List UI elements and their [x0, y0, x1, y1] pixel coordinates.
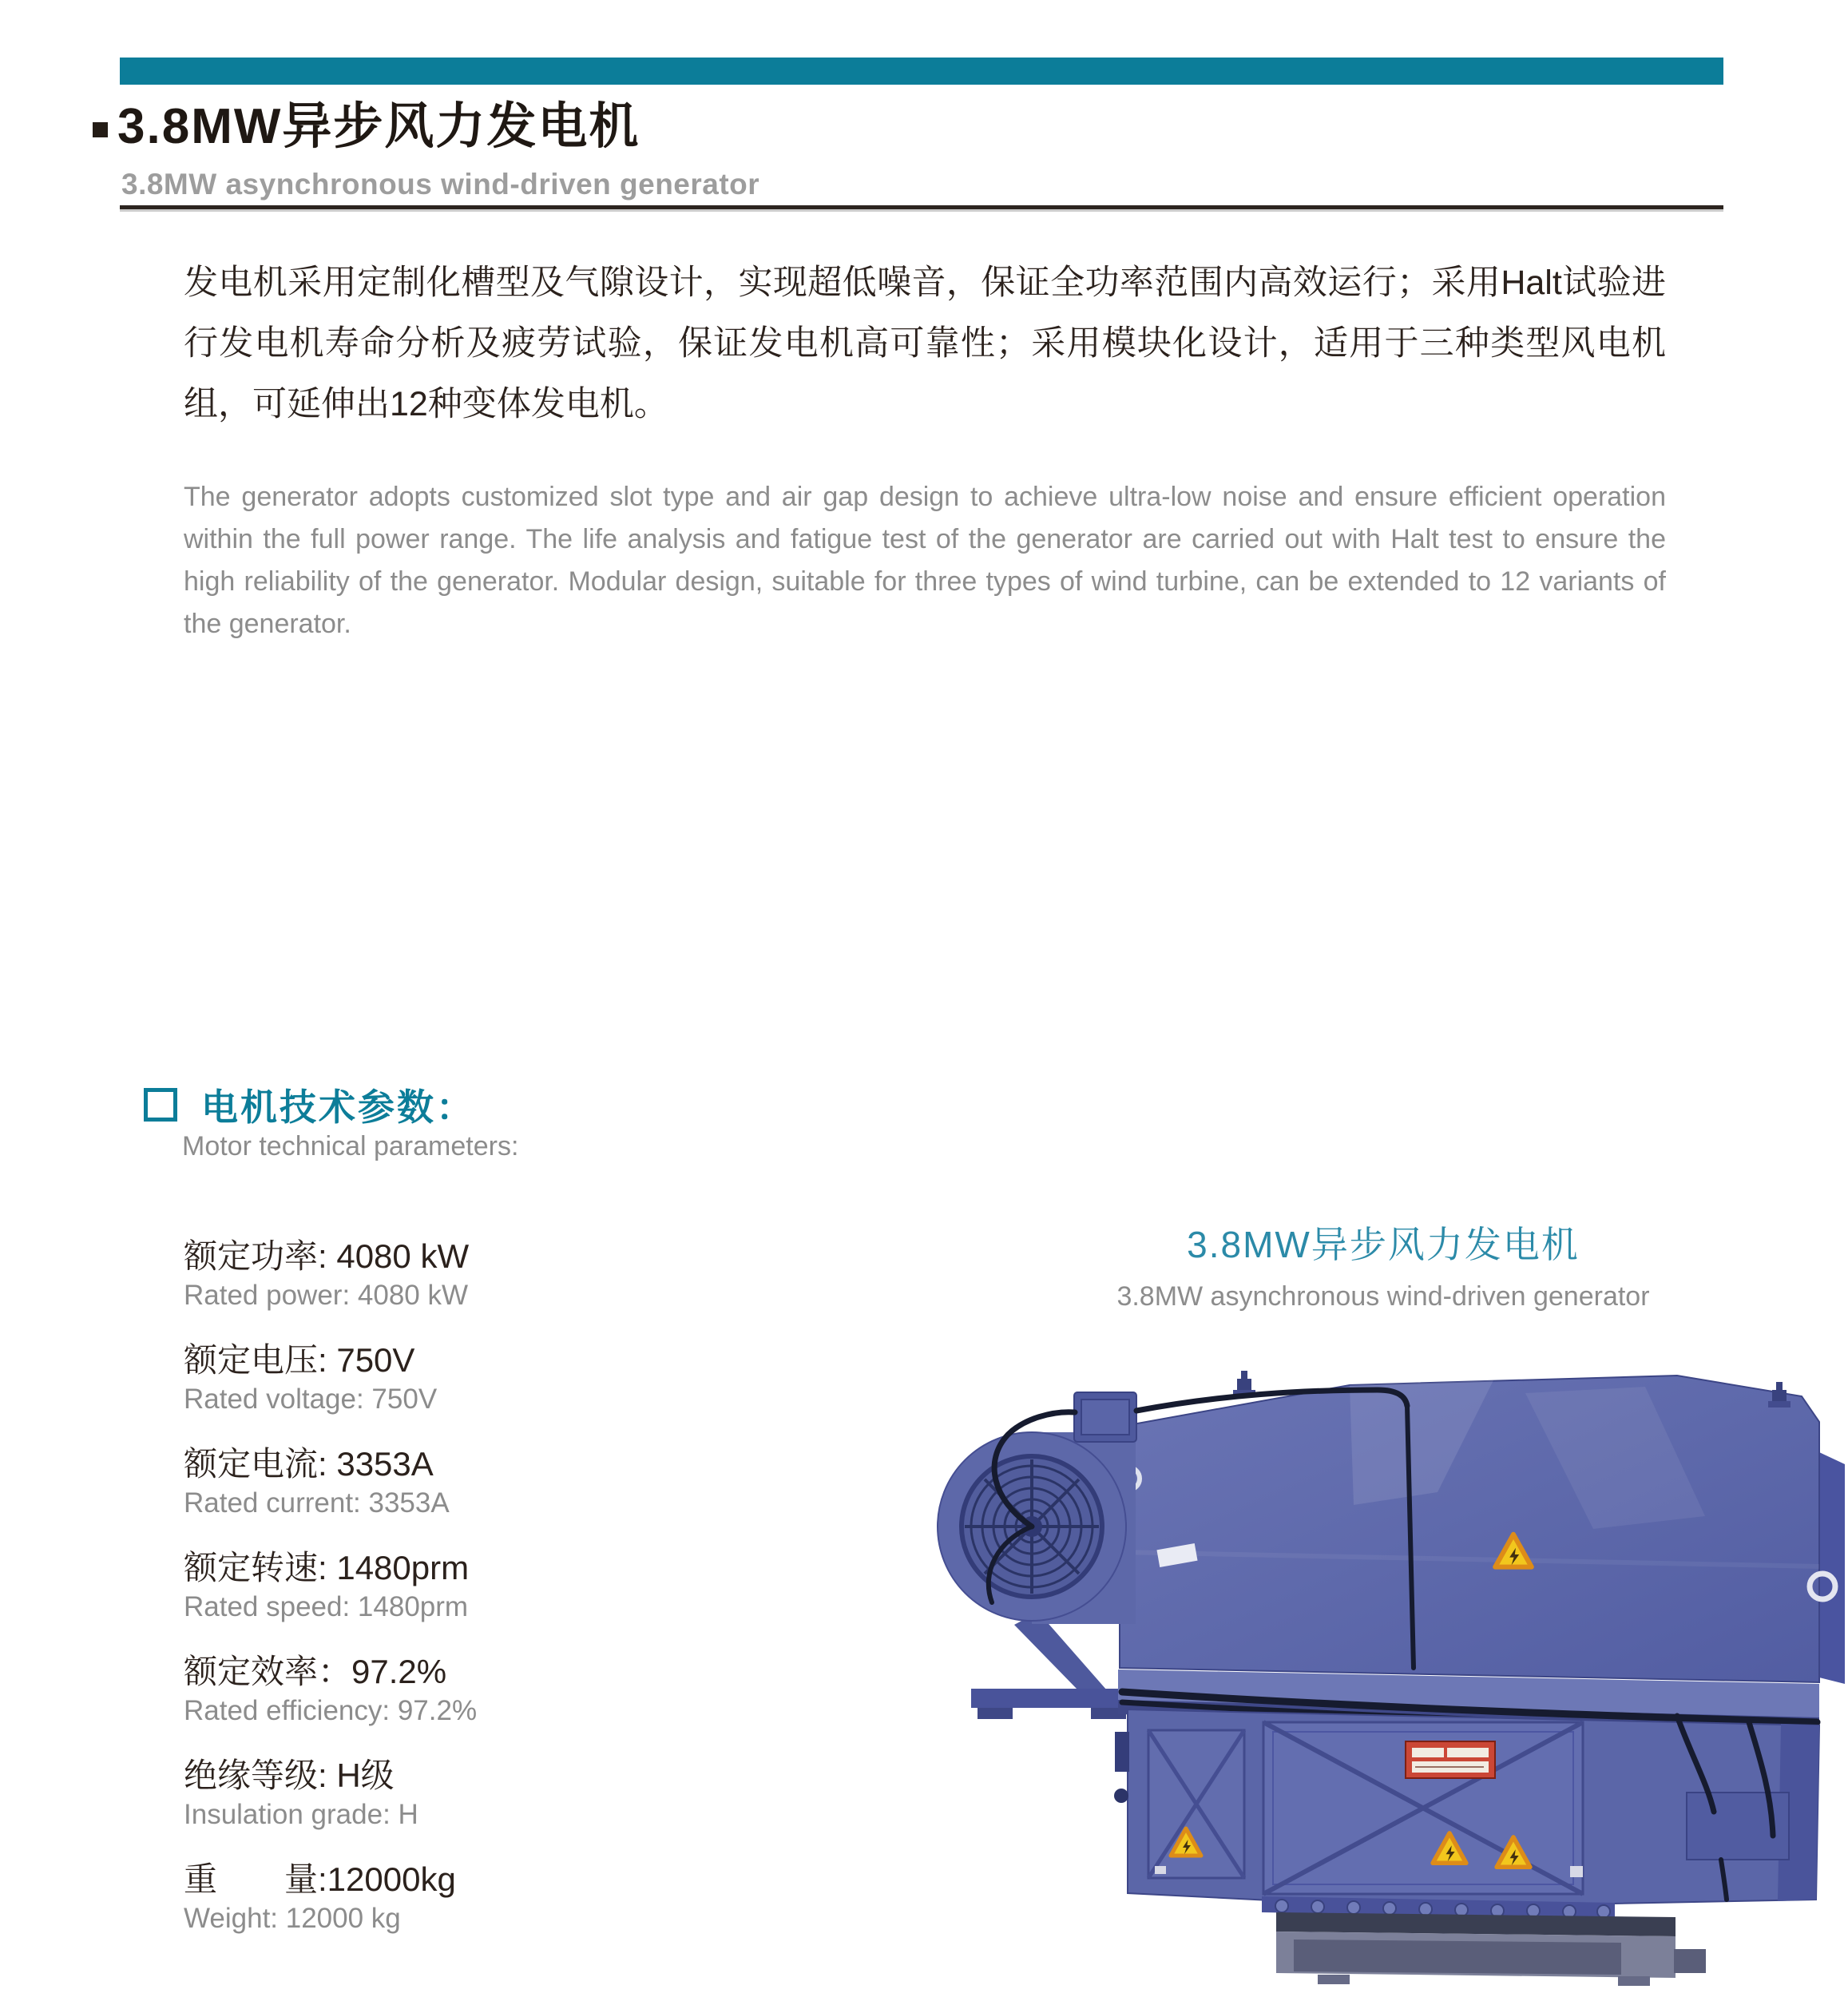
section-square-icon: [144, 1088, 177, 1122]
page-title: 3.8MW异步风力发电机: [117, 99, 640, 154]
spec-item-rated-efficiency: [184, 1652, 477, 1729]
header-divider: [120, 205, 1723, 212]
spec-label-en: Rated speed: 1480prm: [184, 1591, 469, 1622]
spec-label-en: Weight: 12000 kg: [184, 1903, 401, 1934]
spec-label-zh: 额定功率: 4080 kW: [184, 1237, 470, 1275]
spec-label-zh: 额定电压: 750V: [184, 1341, 415, 1379]
top-accent-bar: [120, 58, 1723, 85]
fan-foot: [978, 1708, 1013, 1719]
generator-illustration: [918, 1348, 1848, 1991]
spec-item-insulation-grade: [184, 1756, 477, 1832]
spec-label-en: Insulation grade: H: [184, 1799, 418, 1830]
spec-item-rated-current: [184, 1444, 477, 1521]
spec-label-en: Rated efficiency: 97.2%: [184, 1695, 478, 1726]
spec-label-en: Rated power: 4080 kW: [184, 1280, 469, 1311]
section-heading-row: [144, 1078, 475, 1131]
base-plinth: [1276, 1912, 1706, 1986]
spec-item-rated-speed: [184, 1548, 477, 1625]
red-warning-label: [1406, 1741, 1495, 1778]
intro-paragraph-zh: 发电机采用定制化槽型及气隙设计，实现超低噪音，保证全功率范围内高效运行；采用Halt试验进行发电机寿命分析及疲劳试验，保证发电机高可靠性；采用模块化设计，适用于三种类型风电机组，可延伸出12种变体发电机。: [184, 264, 1666, 423]
spec-item-rated-voltage: [184, 1340, 477, 1417]
spec-list: [184, 1237, 477, 1963]
upper-housing: [1120, 1376, 1819, 1682]
spec-label-zh: 重 量:12000kg: [184, 1860, 456, 1898]
product-caption-zh: 3.8MW异步风力发电机: [1187, 1224, 1580, 1265]
access-panel-left: [1148, 1730, 1244, 1878]
base-foot: [1318, 1975, 1350, 1984]
spec-label-en: Rated voltage: 750V: [184, 1384, 438, 1415]
intro-paragraph-en: The generator adopts customized slot type and air gap design to achieve ultra-low noise and ensure efficient operation within the full power range. The life analysis and fatigue test of the generator are carried out with Halt test to ensure the high reliability of the generator. Modular design, suitable for three types of wind turbine, can be extended to 12 variants of the generator.: [184, 482, 1666, 639]
cooling-fan: [938, 1392, 1136, 1719]
spec-item-rated-power: [184, 1237, 477, 1313]
base-foot: [1674, 1949, 1706, 1973]
base-foot: [1618, 1976, 1650, 1986]
section-heading-zh: 电机技术参数：: [201, 1086, 475, 1128]
spec-item-weight: [184, 1860, 477, 1936]
page-subtitle: 3.8MW asynchronous wind-driven generator: [121, 168, 760, 201]
bullet-square-icon: [93, 122, 108, 137]
product-caption-en: 3.8MW asynchronous wind-driven generator: [1116, 1281, 1650, 1312]
spec-label-zh: 绝缘等级: H级: [184, 1757, 395, 1794]
spec-label-zh: 额定电流: 3353A: [184, 1445, 434, 1483]
fan-base: [971, 1689, 1136, 1708]
spec-label-zh: 额定效率：97.2%: [184, 1653, 447, 1690]
section-heading-en: Motor technical parameters:: [182, 1131, 519, 1161]
terminal-box-panel: [1263, 1722, 1583, 1894]
title-row: [93, 97, 640, 157]
spec-label-en: Rated current: 3353A: [184, 1487, 450, 1519]
spec-label-zh: 额定转速: 1480prm: [184, 1549, 470, 1586]
rear-side-panel: [1819, 1452, 1845, 1684]
product-caption: [918, 1216, 1848, 1312]
